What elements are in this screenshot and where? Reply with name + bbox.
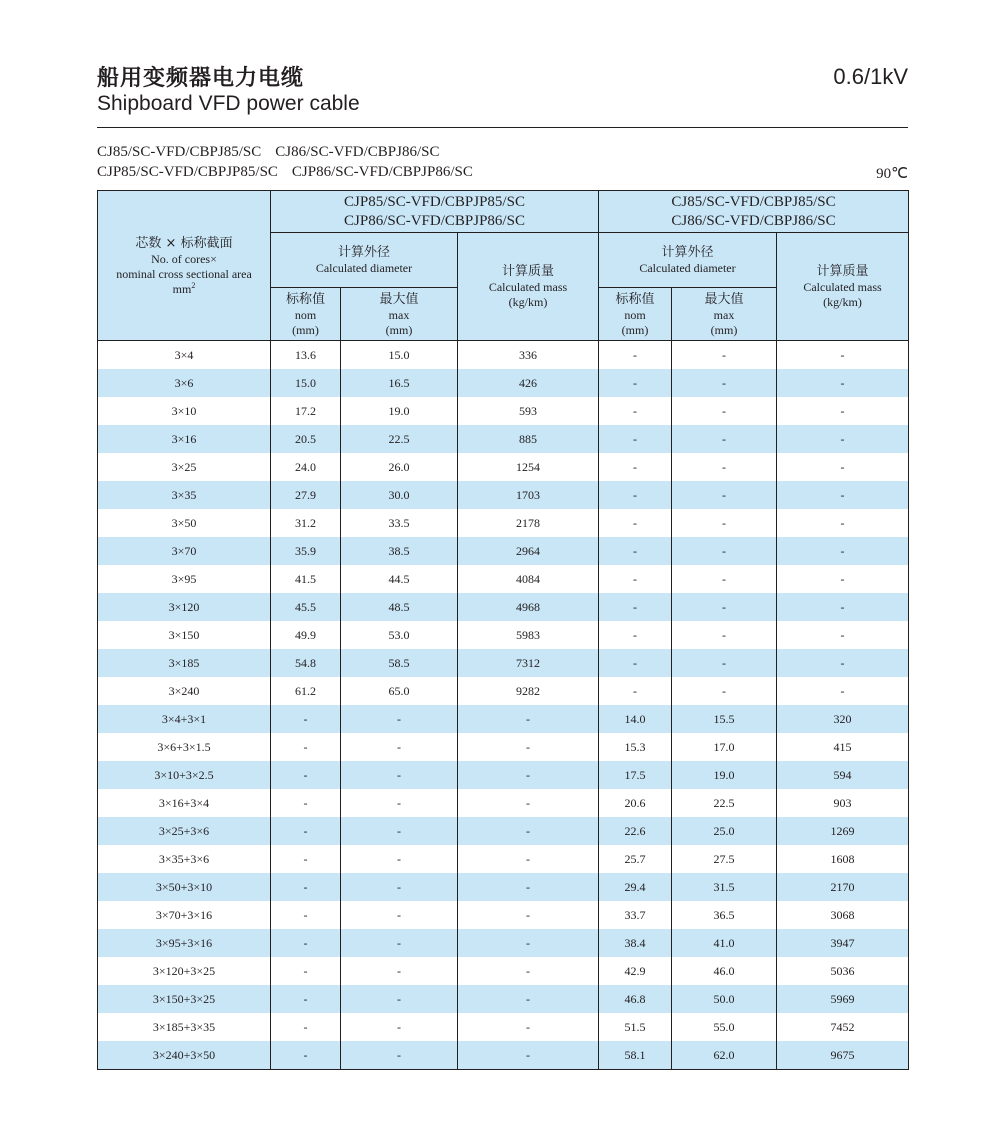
cell-a-nom: - xyxy=(271,901,341,929)
cell-size: 3×240 xyxy=(98,677,271,705)
table-body xyxy=(98,341,909,1070)
cell-a-nom: - xyxy=(271,1041,341,1070)
table-row xyxy=(98,1013,909,1041)
cell-b-nom: 58.1 xyxy=(599,1041,672,1070)
cell-size: 3×16 xyxy=(98,425,271,453)
model-code: CJ86/SC-VFD/CBPJ86/SC xyxy=(275,144,440,160)
group-a-mass-header xyxy=(458,233,599,341)
cell-a-nom: - xyxy=(271,705,341,733)
cell-b-max: - xyxy=(672,425,777,453)
cell-size: 3×120 xyxy=(98,593,271,621)
cell-a-nom: 54.8 xyxy=(271,649,341,677)
cell-size: 3×6+3×1.5 xyxy=(98,733,271,761)
cell-size: 3×35+3×6 xyxy=(98,845,271,873)
cell-size: 3×70 xyxy=(98,537,271,565)
group-b-model-1: CJ85/SC-VFD/CBPJ85/SC xyxy=(671,193,836,210)
nom-cn: 标称值 xyxy=(285,291,325,307)
size-header-en-2: nominal cross sectional area xyxy=(116,266,252,281)
cell-b-nom: - xyxy=(599,481,672,509)
cell-b-max: 27.5 xyxy=(672,845,777,873)
cell-size: 3×10 xyxy=(98,397,271,425)
diameter-cn: 计算外径 xyxy=(661,245,714,260)
cell-a-max: - xyxy=(341,1013,458,1041)
cell-b-nom: 38.4 xyxy=(599,929,672,957)
cell-a-nom: - xyxy=(271,957,341,985)
cell-size: 3×120+3×25 xyxy=(98,957,271,985)
cell-a-max: 22.5 xyxy=(341,425,458,453)
cell-a-mass: 885 xyxy=(458,425,599,453)
cell-a-mass: 1703 xyxy=(458,481,599,509)
cell-a-nom: - xyxy=(271,789,341,817)
cell-b-mass: - xyxy=(777,509,909,537)
table-row xyxy=(98,733,909,761)
cell-b-mass: 5969 xyxy=(777,985,909,1013)
page-title-en: Shipboard VFD power cable xyxy=(97,92,360,115)
cell-b-max: - xyxy=(672,341,777,370)
max-cn: 最大值 xyxy=(379,291,419,307)
cell-a-nom: 24.0 xyxy=(271,453,341,481)
cell-a-max: - xyxy=(341,901,458,929)
cell-b-nom: - xyxy=(599,425,672,453)
cell-b-mass: - xyxy=(777,481,909,509)
cell-size: 3×50+3×10 xyxy=(98,873,271,901)
cell-a-max: 33.5 xyxy=(341,509,458,537)
cell-a-mass: - xyxy=(458,1041,599,1070)
cell-b-mass: - xyxy=(777,593,909,621)
cell-a-max: - xyxy=(341,845,458,873)
cell-a-max: 19.0 xyxy=(341,397,458,425)
cell-b-mass: 1269 xyxy=(777,817,909,845)
cell-a-max: 30.0 xyxy=(341,481,458,509)
cell-b-nom: - xyxy=(599,537,672,565)
cell-b-max: 19.0 xyxy=(672,761,777,789)
model-code: CJ85/SC-VFD/CBPJ85/SC xyxy=(97,144,262,160)
table-row xyxy=(98,873,909,901)
cell-b-max: - xyxy=(672,453,777,481)
group-b-model-2: CJ86/SC-VFD/CBPJ86/SC xyxy=(671,212,836,229)
cell-b-max: - xyxy=(672,677,777,705)
cell-b-mass: - xyxy=(777,565,909,593)
cell-size: 3×50 xyxy=(98,509,271,537)
cell-a-mass: 2964 xyxy=(458,537,599,565)
cell-b-mass: - xyxy=(777,425,909,453)
table-row xyxy=(98,425,909,453)
cell-size: 3×95+3×16 xyxy=(98,929,271,957)
size-header xyxy=(98,191,271,341)
cell-a-mass: - xyxy=(458,985,599,1013)
cell-size: 3×70+3×16 xyxy=(98,901,271,929)
table-row xyxy=(98,845,909,873)
cell-size: 3×95 xyxy=(98,565,271,593)
cell-b-max: 15.5 xyxy=(672,705,777,733)
cell-b-max: 41.0 xyxy=(672,929,777,957)
cell-size: 3×4 xyxy=(98,341,271,370)
cell-b-mass: 415 xyxy=(777,733,909,761)
cell-b-mass: 320 xyxy=(777,705,909,733)
nom-en: nom xyxy=(624,307,646,322)
table-row xyxy=(98,565,909,593)
cell-a-max: - xyxy=(341,817,458,845)
cell-a-max: - xyxy=(341,957,458,985)
cell-a-max: 65.0 xyxy=(341,677,458,705)
cell-a-nom: 35.9 xyxy=(271,537,341,565)
cell-size: 3×4+3×1 xyxy=(98,705,271,733)
cell-b-nom: 51.5 xyxy=(599,1013,672,1041)
cell-a-max: 53.0 xyxy=(341,621,458,649)
table-row xyxy=(98,929,909,957)
group-b-diameter-header xyxy=(599,233,777,288)
group-a-model-1: CJP85/SC-VFD/CBPJP85/SC xyxy=(344,193,525,210)
cell-a-nom: - xyxy=(271,845,341,873)
table-row xyxy=(98,957,909,985)
table-row xyxy=(98,901,909,929)
size-header-en-1: No. of cores× xyxy=(151,251,217,266)
model-list-line-2 xyxy=(97,164,487,181)
group-a-model-2: CJP86/SC-VFD/CBPJP86/SC xyxy=(344,212,525,229)
cell-a-max: 16.5 xyxy=(341,369,458,397)
cell-b-nom: 14.0 xyxy=(599,705,672,733)
table-row xyxy=(98,789,909,817)
cell-b-nom: - xyxy=(599,593,672,621)
cell-a-max: - xyxy=(341,733,458,761)
cell-a-nom: - xyxy=(271,761,341,789)
group-a-diameter-header xyxy=(271,233,458,288)
mass-cn: 计算质量 xyxy=(501,264,554,279)
cell-a-max: - xyxy=(341,1041,458,1070)
max-unit: (mm) xyxy=(385,322,413,337)
cell-b-nom: - xyxy=(599,677,672,705)
cell-b-nom: 17.5 xyxy=(599,761,672,789)
cell-a-max: - xyxy=(341,985,458,1013)
cell-a-mass: - xyxy=(458,929,599,957)
model-code: CJP85/SC-VFD/CBPJP85/SC xyxy=(97,164,278,180)
table-row xyxy=(98,537,909,565)
cell-b-mass: 903 xyxy=(777,789,909,817)
cell-b-mass: 3068 xyxy=(777,901,909,929)
cell-b-max: - xyxy=(672,621,777,649)
table-row xyxy=(98,1041,909,1070)
cell-b-mass: - xyxy=(777,649,909,677)
cell-a-nom: 17.2 xyxy=(271,397,341,425)
cell-a-nom: 41.5 xyxy=(271,565,341,593)
cell-b-nom: - xyxy=(599,509,672,537)
max-en: max xyxy=(388,307,410,322)
cell-a-mass: - xyxy=(458,705,599,733)
cell-a-nom: - xyxy=(271,929,341,957)
cell-b-max: - xyxy=(672,593,777,621)
size-header-cn: 芯数 × 标称截面 xyxy=(135,235,233,251)
table-row xyxy=(98,341,909,370)
cell-size: 3×25+3×6 xyxy=(98,817,271,845)
cable-spec-table xyxy=(97,190,909,1070)
cell-size: 3×10+3×2.5 xyxy=(98,761,271,789)
cell-b-mass: 5036 xyxy=(777,957,909,985)
table-row xyxy=(98,621,909,649)
cell-b-max: 55.0 xyxy=(672,1013,777,1041)
cell-a-mass: 426 xyxy=(458,369,599,397)
cell-b-max: - xyxy=(672,397,777,425)
cell-b-nom: 25.7 xyxy=(599,845,672,873)
table-row xyxy=(98,509,909,537)
model-list-line-1 xyxy=(97,144,453,161)
cell-a-max: - xyxy=(341,761,458,789)
table-row xyxy=(98,369,909,397)
cell-b-max: 46.0 xyxy=(672,957,777,985)
cell-a-nom: 20.5 xyxy=(271,425,341,453)
cell-b-max: 62.0 xyxy=(672,1041,777,1070)
cell-a-max: - xyxy=(341,873,458,901)
cell-a-nom: - xyxy=(271,733,341,761)
group-b-max-header xyxy=(672,288,777,341)
page-title-cn: 船用变频器电力电缆 xyxy=(97,66,305,91)
cell-a-nom: - xyxy=(271,873,341,901)
cell-b-mass: - xyxy=(777,537,909,565)
cell-a-nom: 27.9 xyxy=(271,481,341,509)
cell-a-mass: 2178 xyxy=(458,509,599,537)
size-header-unit xyxy=(98,282,270,297)
cell-a-mass: 7312 xyxy=(458,649,599,677)
cell-a-max: 44.5 xyxy=(341,565,458,593)
mass-unit: (kg/km) xyxy=(823,295,862,309)
cell-a-mass: - xyxy=(458,817,599,845)
group-b-header xyxy=(599,191,909,233)
cell-a-mass: 1254 xyxy=(458,453,599,481)
cell-size: 3×25 xyxy=(98,453,271,481)
mass-en: Calculated mass xyxy=(488,280,568,294)
cell-a-mass: - xyxy=(458,733,599,761)
cell-a-mass: 4084 xyxy=(458,565,599,593)
cell-b-nom: - xyxy=(599,649,672,677)
table-row xyxy=(98,985,909,1013)
cell-a-max: 38.5 xyxy=(341,537,458,565)
cell-b-max: 31.5 xyxy=(672,873,777,901)
cell-a-mass: - xyxy=(458,761,599,789)
cell-b-max: - xyxy=(672,369,777,397)
diameter-en: Calculated diameter xyxy=(315,261,413,275)
cell-b-nom: - xyxy=(599,341,672,370)
cell-b-mass: - xyxy=(777,341,909,370)
cell-a-max: 26.0 xyxy=(341,453,458,481)
group-b-nom-header xyxy=(599,288,672,341)
cell-b-max: - xyxy=(672,509,777,537)
max-cn: 最大值 xyxy=(704,291,744,307)
cell-b-max: 17.0 xyxy=(672,733,777,761)
temperature-rating: 90℃ xyxy=(876,166,908,182)
cell-size: 3×185+3×35 xyxy=(98,1013,271,1041)
cell-a-mass: - xyxy=(458,957,599,985)
cell-a-max: - xyxy=(341,929,458,957)
cell-a-max: 48.5 xyxy=(341,593,458,621)
table-row xyxy=(98,817,909,845)
header-divider xyxy=(97,127,908,128)
table-row xyxy=(98,593,909,621)
cell-size: 3×240+3×50 xyxy=(98,1041,271,1070)
cell-a-max: - xyxy=(341,789,458,817)
cell-a-mass: 593 xyxy=(458,397,599,425)
cell-a-mass: - xyxy=(458,901,599,929)
mass-unit: (kg/km) xyxy=(508,295,548,309)
cell-b-max: 25.0 xyxy=(672,817,777,845)
cell-a-mass: - xyxy=(458,1013,599,1041)
cell-a-nom: 31.2 xyxy=(271,509,341,537)
cell-size: 3×35 xyxy=(98,481,271,509)
cell-size: 3×150+3×25 xyxy=(98,985,271,1013)
unit-superscript: 2 xyxy=(191,280,196,290)
cell-a-nom: 45.5 xyxy=(271,593,341,621)
diameter-en: Calculated diameter xyxy=(639,261,736,275)
table-row xyxy=(98,677,909,705)
group-a-max-header xyxy=(341,288,458,341)
table-row xyxy=(98,397,909,425)
cell-a-nom: - xyxy=(271,985,341,1013)
table-row xyxy=(98,481,909,509)
cell-a-mass: - xyxy=(458,845,599,873)
max-en: max xyxy=(713,307,735,322)
nom-en: nom xyxy=(294,307,317,322)
voltage-rating: 0.6/1kV xyxy=(833,64,908,89)
nom-unit: (mm) xyxy=(292,322,319,337)
mass-en: Calculated mass xyxy=(803,280,882,294)
cell-size: 3×16+3×4 xyxy=(98,789,271,817)
cell-a-nom: - xyxy=(271,1013,341,1041)
cell-b-nom: 33.7 xyxy=(599,901,672,929)
cell-b-max: - xyxy=(672,649,777,677)
cell-b-max: 22.5 xyxy=(672,789,777,817)
cell-a-nom: 61.2 xyxy=(271,677,341,705)
cell-b-nom: 15.3 xyxy=(599,733,672,761)
diameter-cn: 计算外径 xyxy=(337,245,390,260)
cell-a-max: 58.5 xyxy=(341,649,458,677)
cell-b-nom: 22.6 xyxy=(599,817,672,845)
table-row xyxy=(98,761,909,789)
group-a-nom-header xyxy=(271,288,341,341)
nom-cn: 标称值 xyxy=(615,291,655,307)
cell-b-mass: - xyxy=(777,453,909,481)
cell-b-nom: - xyxy=(599,369,672,397)
max-unit: (mm) xyxy=(710,322,738,337)
group-b-mass-header xyxy=(777,233,909,341)
table-row xyxy=(98,453,909,481)
cell-b-mass: - xyxy=(777,397,909,425)
cell-a-nom: 49.9 xyxy=(271,621,341,649)
nom-unit: (mm) xyxy=(621,322,649,337)
cell-b-nom: - xyxy=(599,621,672,649)
cell-b-nom: - xyxy=(599,565,672,593)
cell-b-mass: - xyxy=(777,677,909,705)
cell-b-max: - xyxy=(672,565,777,593)
cell-size: 3×185 xyxy=(98,649,271,677)
cell-b-mass: - xyxy=(777,621,909,649)
cell-b-nom: 29.4 xyxy=(599,873,672,901)
cell-b-nom: - xyxy=(599,453,672,481)
unit-text: mm xyxy=(172,281,192,296)
cell-b-nom: 42.9 xyxy=(599,957,672,985)
cell-a-mass: - xyxy=(458,873,599,901)
cell-b-mass: 1608 xyxy=(777,845,909,873)
group-a-header xyxy=(271,191,599,233)
cell-b-mass: 2170 xyxy=(777,873,909,901)
table-row xyxy=(98,705,909,733)
cell-b-max: - xyxy=(672,537,777,565)
cell-a-max: - xyxy=(341,705,458,733)
mass-cn: 计算质量 xyxy=(816,264,869,279)
cell-b-nom: 46.8 xyxy=(599,985,672,1013)
cell-size: 3×6 xyxy=(98,369,271,397)
cell-b-nom: - xyxy=(599,397,672,425)
cell-b-nom: 20.6 xyxy=(599,789,672,817)
cell-a-mass: 336 xyxy=(458,341,599,370)
cell-b-mass: 594 xyxy=(777,761,909,789)
cell-a-nom: 13.6 xyxy=(271,341,341,370)
cell-b-mass: - xyxy=(777,369,909,397)
cell-b-max: 36.5 xyxy=(672,901,777,929)
cell-a-max: 15.0 xyxy=(341,341,458,370)
cell-b-max: 50.0 xyxy=(672,985,777,1013)
model-code: CJP86/SC-VFD/CBPJP86/SC xyxy=(291,164,473,180)
cell-b-mass: 9675 xyxy=(777,1041,909,1070)
cell-b-max: - xyxy=(672,481,777,509)
table-row xyxy=(98,649,909,677)
cell-a-mass: - xyxy=(458,789,599,817)
cell-a-mass: 5983 xyxy=(458,621,599,649)
cell-a-mass: 9282 xyxy=(458,677,599,705)
cell-b-mass: 7452 xyxy=(777,1013,909,1041)
cell-a-nom: - xyxy=(271,817,341,845)
cell-a-mass: 4968 xyxy=(458,593,599,621)
cell-b-mass: 3947 xyxy=(777,929,909,957)
cell-size: 3×150 xyxy=(98,621,271,649)
cell-a-nom: 15.0 xyxy=(271,369,341,397)
